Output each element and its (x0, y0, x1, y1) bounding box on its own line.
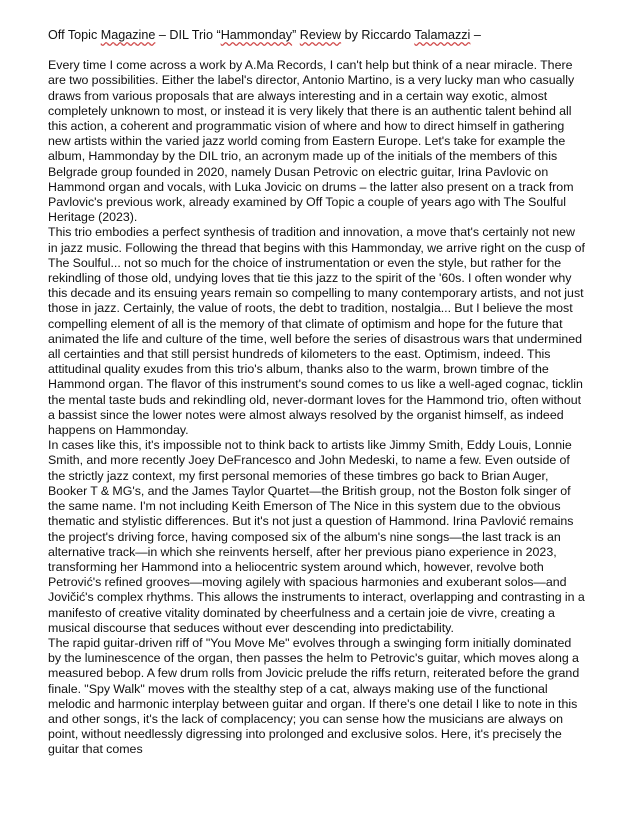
title-part: – DIL Trio “ (155, 28, 221, 42)
title-part-spellcheck[interactable]: Magazine (100, 28, 156, 42)
title-part-spellcheck[interactable]: Talamazzi (414, 28, 471, 42)
paragraph-tracks: The rapid guitar-driven riff of "You Move Me" evolves through a swinging form initially dominated by the luminescence of the organ, then passes the helm to Petrovic's guitar, which moves along a measured bebop. A few drum rolls from Jovicic prelude the riffs return, reiterated before the grand finale. "Spy Walk" moves with the stealthy step of a cat, always making use of the functional melodic and harmonic interplay between guitar and organ. If there's one detail I like to note in this and other songs, it's the lack of complacency; you can sense how the musicians are always on point, without needlessly digressing into prolonged and exclusive solos. Here, it's precisely the guitar that comes (48, 635, 580, 757)
title-part: ” (292, 28, 300, 42)
document-title (48, 28, 586, 43)
paragraph-tradition: This trio embodies a perfect synthesis of tradition and innovation, a move that's certainly not new in jazz music. Following the thread that begins with this Hammonday, we arrive right on the cusp of The Soulful... not so much for the choice of instrumentation or even the style, but rather for the rekindling of those old, undying loves that tie this jazz to the spirit of the '60s. I often wonder why this decade and its ensuing years remain so compelling to many contemporary artists, and not just those in jazz. Certainly, the value of roots, the debt to tradition, nostalgia... But I believe the most compelling element of all is the memory of that climate of optimism and hope for the future that animated the life and culture of the time, well before the series of disastrous wars that undermined all certainties and that still persist hundreds of kilometers to the east. Optimism, indeed. This attitudinal quality exudes from this trio's album, thanks also to the warm, brown timbre of the Hammond organ. The flavor of this instrument's sound comes to us like a well-aged cognac, ticklin the mental taste buds and rekindling old, never-dormant loves for the Hammond trio, often without a bassist since the lower notes were almost always resolved by the organist himself, as indeed happens on Hammonday. (48, 225, 585, 438)
title-part-spellcheck[interactable]: Hammonday (220, 28, 293, 42)
paragraph-intro: Every time I come across a work by A.Ma Records, I can't help but think of a near miracle. There are two possibilities. Either the label's director, Antonio Martino, is a very lucky man who casually draws from various proposals that are always interesting and in a certain way exotic, almost completely unknown to most, or instead it is very likely that there is an authentic talent behind all this action, a coherent and programmatic vision of where and how to direct himself in gathering new artists within the varied jazz world coming from Eastern Europe. Let's take for example the album, Hammonday by the DIL trio, an acronym made up of the initials of the members of this Belgrade group founded in 2020, namely Dusan Petrovic on electric guitar, Irina Pavlovic on Hammond organ and vocals, with Luka Jovicic on drums – the latter also present on a track from Pavlovic's previous work, already examined by Off Topic a couple of years ago with The Soulful Heritage (2023). (48, 58, 575, 225)
title-part: – (470, 28, 481, 42)
document-page (48, 28, 586, 758)
title-part: Off Topic (48, 28, 101, 42)
title-part: by Riccardo (341, 28, 415, 42)
title-part-spellcheck[interactable]: Review (299, 28, 342, 42)
paragraph-influences: In cases like this, it's impossible not to think back to artists like Jimmy Smith, Eddy Louis, Lonnie Smith, and more recently Joey DeFrancesco and John Medeski, to name a few. Even outside of the strictly jazz context, my first personal memories of these timbres go back to Brian Auger, Booker T & MG's, and the James Taylor Quartet—the British group, not the Boston folk singer of the same name. I'm not including Keith Emerson of The Nice in this system due to the obvious thematic and stylistic differences. But it's not just a question of Hammond. Irina Pavlović remains the project's driving force, having composed six of the album's nine songs—the last track is an alternative track—in which she reinvents herself, after her previous piano experience in 2023, transforming her Hammond into a heliocentric system around which, however, revolve both Petrović's refined grooves—moving agilely with spacious harmonies and exuberant solos—and Jovičić's complex rhythms. This allows the instruments to interact, overlapping and contrasting in a manifesto of creative vitality dominated by cheerfulness and a certain joie de vivre, creating a musical discourse that seduces without ever descending into predictability. (48, 438, 585, 635)
